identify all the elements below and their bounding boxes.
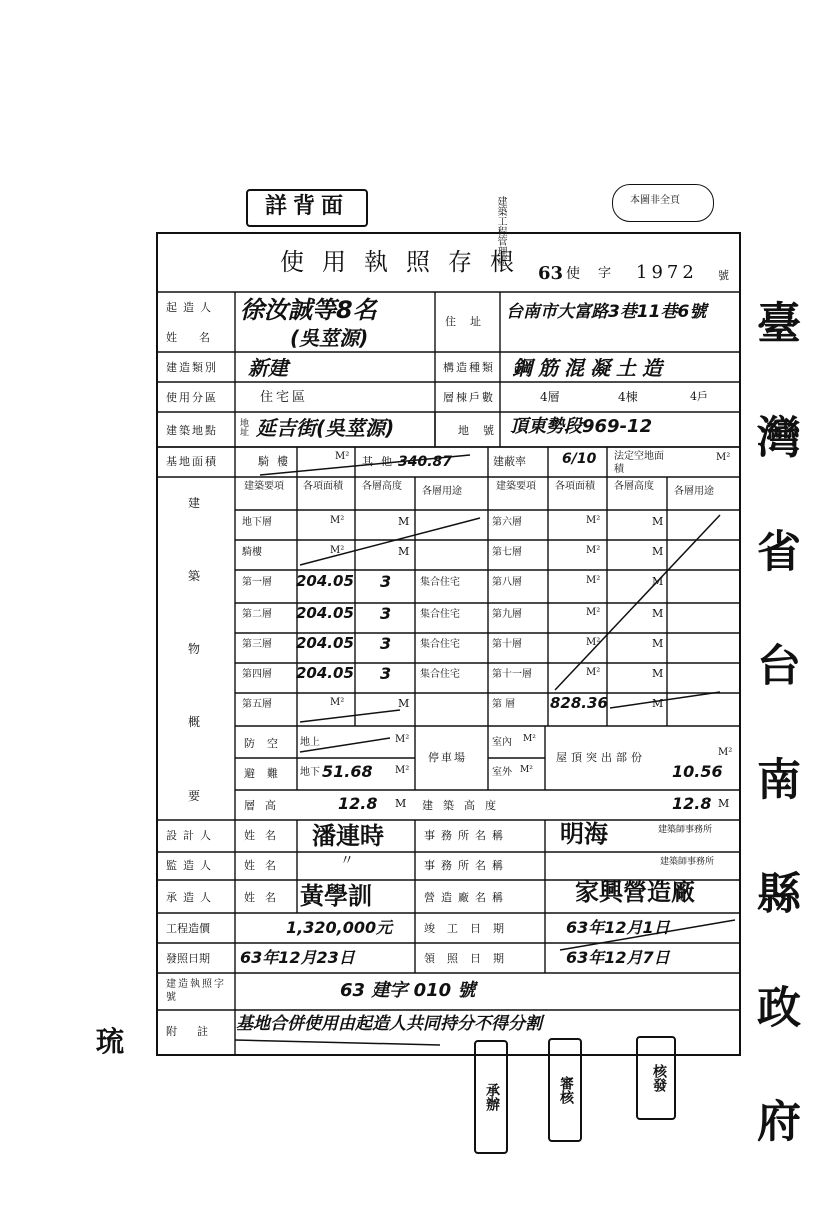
right-floor-area: 828.36 [550, 694, 608, 712]
designer-name-label: 姓名 [244, 829, 286, 842]
issue-date: 63年12月23日 [240, 948, 355, 967]
left-floor-name: 第五層 [242, 699, 272, 710]
building-height-unit: M [718, 797, 730, 810]
head-height-left: 各層高度 [362, 481, 402, 492]
head-area-right: 各項面積 [555, 481, 595, 492]
head-item-left: 建築要項 [244, 481, 284, 492]
left-floor-use: 集合住宅 [420, 669, 460, 680]
supervisor-office-label: 事務所名稱 [424, 859, 509, 872]
issue-date-label: 發照日期 [166, 952, 210, 965]
outdoor-unit: M² [520, 765, 533, 775]
floors-count: 4層 [540, 390, 560, 404]
above-ground-unit: M² [395, 734, 410, 745]
left-floor-area: 204.05 [296, 664, 354, 682]
right-floor-name: 第九層 [492, 609, 522, 620]
structure-label: 構造種類 [443, 361, 495, 374]
building-side-label-4: 概 [188, 715, 201, 729]
right-floor-height: M [652, 545, 664, 558]
left-floor-area: 204.05 [296, 604, 354, 622]
site-value: 延吉街(吳莖源) [256, 416, 395, 440]
right-floor-height: M [652, 607, 664, 620]
left-floor-area: 204.05 [296, 634, 354, 652]
applicant-name: 徐汝誠等8名 [240, 296, 377, 324]
top-right-stamp-left: 建築工程管理處 [495, 196, 506, 266]
roof-value: 10.56 [672, 762, 723, 781]
left-floor-area: M² [330, 697, 345, 708]
bottom-stamp-1: 承辦 [474, 1040, 508, 1154]
below-ground-unit: M² [395, 765, 410, 776]
shelter-label-1: 防空 [244, 737, 290, 750]
right-floor-area: M² [586, 545, 601, 556]
contractor-firm-label: 營造廠名稱 [424, 891, 509, 904]
building-height-label: 建築高度 [422, 799, 506, 812]
right-floor-name: 第 層 [492, 699, 516, 710]
applicant-address: 台南市大富路3巷11巷6號 [506, 302, 707, 322]
license-year: 63 [538, 263, 564, 284]
open-space-label: 法定空地面積 [614, 451, 664, 475]
right-floor-area: M² [586, 607, 601, 618]
supervisor-office-stamp: 建築師事務所 [660, 857, 715, 867]
left-floor-height: M [398, 545, 410, 558]
site-area-label: 基地面積 [166, 455, 218, 468]
left-floor-name: 地下層 [242, 517, 272, 528]
coverage-label: 建蔽率 [493, 455, 526, 468]
designer-office-stamp: 建築師事務所 [658, 825, 713, 835]
left-floor-height: 3 [380, 664, 392, 683]
address-label: 住址 [445, 315, 495, 328]
above-ground-label: 地上 [300, 737, 320, 748]
structure-value: 鋼筋混凝土造 [512, 356, 668, 380]
left-floor-area: 204.05 [296, 572, 354, 590]
right-floor-area: M² [586, 575, 601, 586]
building-side-label-3: 物 [188, 642, 201, 656]
indoor-label: 室內 [492, 737, 512, 748]
left-floor-area: M² [330, 515, 345, 526]
category-value: 新建 [248, 356, 288, 380]
outdoor-label: 室外 [492, 767, 512, 778]
building-side-label-5: 要 [188, 789, 201, 803]
completion-date: 63年12月1日 [566, 918, 670, 937]
right-floor-height: M [652, 667, 664, 680]
shelter-label-2: 避難 [244, 767, 290, 780]
license-word: 字 [598, 266, 612, 281]
category-label: 建造類別 [166, 361, 218, 374]
head-item-right: 建築要項 [496, 481, 536, 492]
open-space-unit: M² [716, 452, 731, 463]
applicant-name-label: 姓名 [166, 331, 232, 344]
note-value: 基地合併使用由起造人共同持分不得分割 [236, 1014, 542, 1034]
permit-label: 建造執照字號 [166, 979, 226, 1003]
units-count: 4戶 [690, 390, 708, 403]
roof-unit: M² [718, 747, 733, 758]
note-label: 附註 [166, 1025, 228, 1038]
building-side-label-2: 築 [188, 569, 201, 583]
supervisor-name: 〃 [340, 853, 354, 869]
head-use-left: 各層用途 [422, 486, 462, 497]
right-floor-height: M [652, 697, 664, 710]
right-floor-name: 第六層 [492, 517, 522, 528]
contractor-name: 黃學訓 [300, 882, 372, 910]
site-sub-label: 地址 [238, 418, 248, 436]
designer-office-label: 事務所名稱 [424, 829, 509, 842]
zone-label: 使用分區 [166, 391, 218, 404]
cost-value: 1,320,000元 [286, 918, 393, 937]
bottom-stamp-3: 核發 [636, 1036, 676, 1120]
left-floor-height: 3 [380, 572, 392, 591]
designer-name: 潘連時 [312, 822, 384, 850]
license-suffix: 號 [718, 269, 729, 282]
indoor-unit: M² [523, 734, 536, 744]
storey-height-unit: M [395, 797, 407, 810]
other-label: 其他 [362, 455, 400, 468]
right-floor-height: M [652, 575, 664, 588]
supervisor-name-label: 姓名 [244, 859, 286, 872]
left-floor-area: M² [330, 545, 345, 556]
receipt-date: 63年12月7日 [566, 948, 670, 967]
right-margin-text: 臺灣省台南縣政府 [749, 300, 800, 1212]
license-char: 使 [566, 266, 580, 282]
storey-height-label: 層高 [244, 799, 286, 812]
lot-value: 頂東勢段969-12 [510, 416, 653, 437]
other-area-value: 340.87 [398, 454, 453, 470]
right-floor-height: M [652, 637, 664, 650]
left-floor-name: 第一層 [242, 577, 272, 588]
bottom-stamp-2: 審核 [548, 1038, 582, 1142]
left-floor-height: M [398, 697, 410, 710]
right-floor-name: 第八層 [492, 577, 522, 588]
contractor-label: 承造人 [166, 891, 217, 904]
roof-label: 屋頂突出部份 [556, 751, 646, 764]
left-floor-name: 第二層 [242, 609, 272, 620]
building-height-value: 12.8 [672, 794, 712, 813]
form-title: 使用執照存根 [280, 248, 532, 276]
left-floor-name: 騎樓 [242, 547, 262, 558]
designer-label: 設計人 [166, 829, 217, 842]
floors-label: 層棟戶數 [443, 391, 495, 404]
contractor-firm: 家興營造廠 [575, 878, 695, 906]
head-use-right: 各層用途 [674, 486, 714, 497]
right-floor-name: 第十層 [492, 639, 522, 650]
lot-label: 地號 [458, 424, 508, 437]
head-area-left: 各項面積 [303, 481, 343, 492]
completion-date-label: 竣工日期 [424, 922, 516, 935]
coverage-value: 6/10 [562, 451, 597, 467]
right-floor-height: M [652, 515, 664, 528]
permit-value: 63 建字 010 號 [340, 980, 476, 1001]
designer-office: 明海 [560, 820, 608, 848]
storey-height-value: 12.8 [338, 794, 378, 813]
left-floor-use: 集合住宅 [420, 609, 460, 620]
cost-label: 工程造價 [166, 922, 210, 935]
below-ground-value: 51.68 [322, 762, 373, 781]
buildings-count: 4棟 [618, 390, 638, 404]
building-side-label-1: 建 [188, 496, 201, 510]
left-floor-use: 集合住宅 [420, 577, 460, 588]
site-label: 建築地點 [166, 424, 218, 437]
back-side-label: 詳背面 [246, 189, 368, 227]
right-floor-area: M² [586, 515, 601, 526]
left-floor-name: 第四層 [242, 669, 272, 680]
right-floor-area: M² [586, 667, 601, 678]
parking-label: 停車場 [428, 751, 467, 764]
head-height-right: 各層高度 [614, 481, 654, 492]
supervisor-label: 監造人 [166, 859, 217, 872]
license-number: 1972 [636, 262, 698, 283]
right-floor-name: 第七層 [492, 547, 522, 558]
left-floor-height: 3 [380, 634, 392, 653]
arcade-label: 騎樓 [258, 455, 296, 468]
arcade-unit: M² [335, 451, 350, 462]
left-floor-height: 3 [380, 604, 392, 623]
applicant-label: 起造人 [166, 301, 217, 314]
applicant-name-alt: (吳莖源) [290, 326, 369, 350]
left-floor-height: M [398, 515, 410, 528]
right-floor-area: M² [586, 637, 601, 648]
left-margin-mark: 琉 [96, 1025, 125, 1058]
receipt-date-label: 領照日期 [424, 952, 516, 965]
top-right-stamp-right: 本圖非全頁 [630, 195, 680, 206]
zone-value: 住宅區 [260, 390, 309, 405]
left-floor-name: 第三層 [242, 639, 272, 650]
left-floor-use: 集合住宅 [420, 639, 460, 650]
below-ground-label: 地下 [300, 767, 320, 778]
contractor-name-label: 姓名 [244, 891, 286, 904]
right-floor-name: 第十一層 [492, 669, 532, 680]
